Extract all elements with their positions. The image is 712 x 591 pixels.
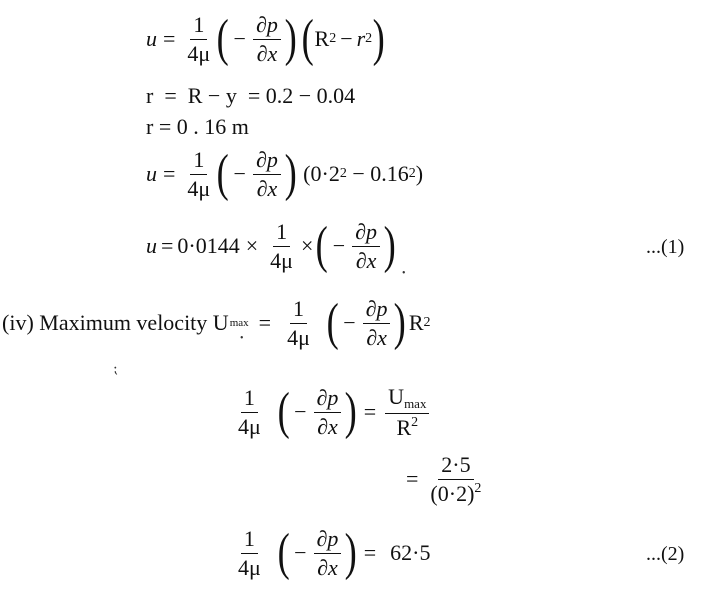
equation-pressure-gradient-value: $\frac{1}{4\mu}$ ( − $\frac{\partial p}{\partial x}$ ) = 62·5 — [238, 524, 431, 581]
var-u: u — [146, 26, 157, 51]
r-definition-text: r = R − y = 0.2 − 0.04 — [146, 83, 356, 108]
fraction-dp-dx: $\frac{\partial p}{\partial x}$ — [253, 13, 281, 64]
equation-numeric-substitution: = $\frac{2\cdot 5}{(0\cdot 2)^2}$ — [406, 452, 482, 506]
equation-number-1: ...(1) — [646, 236, 685, 258]
equation-pressure-gradient-ratio: $\frac{1}{4\mu}$ ( − $\frac{\partial p}{\partial x}$ ) = $\frac{Umax}{R^2}$ — [232, 380, 432, 444]
equation-maximum-velocity: (iv) Maximum velocity U max = $\frac{1}{4\mu}$ ( − $\frac{\partial p}{\partial x}$ ) R 2 — [2, 294, 431, 351]
scan-speck: ⁏ — [113, 362, 118, 377]
equation-r-value — [146, 115, 249, 139]
equation-r-definition — [146, 84, 355, 108]
scan-speck: • — [240, 333, 244, 344]
equation-number-2: ...(2) — [646, 543, 685, 565]
scan-speck: • — [402, 268, 406, 279]
equation-velocity-simplified: u = 0·0144 × $\frac{1}{4\mu}$ × ( − $\frac{\partial p}{\partial x}$ ) — [146, 217, 396, 274]
r-value-text: r = 0 . 16 m — [146, 114, 249, 139]
fraction-one-over-four-mu: $\frac{1}{4\mu}$ — [187, 12, 211, 66]
equation-velocity-substituted: u = $\frac{1}{4\mu}$ ( − $\frac{\partial p}{\partial x}$ ) (0·2 2 − 0.16 2 ) — [146, 145, 424, 202]
equation-velocity-profile: u = $\frac{1}{4\mu}$ ( − $\frac{\partial p}{\partial x}$ ) ( R 2 − r 2 ) — [146, 10, 385, 67]
equals-sign: = — [163, 26, 176, 51]
maximum-velocity-label: (iv) Maximum velocity U — [2, 310, 229, 335]
